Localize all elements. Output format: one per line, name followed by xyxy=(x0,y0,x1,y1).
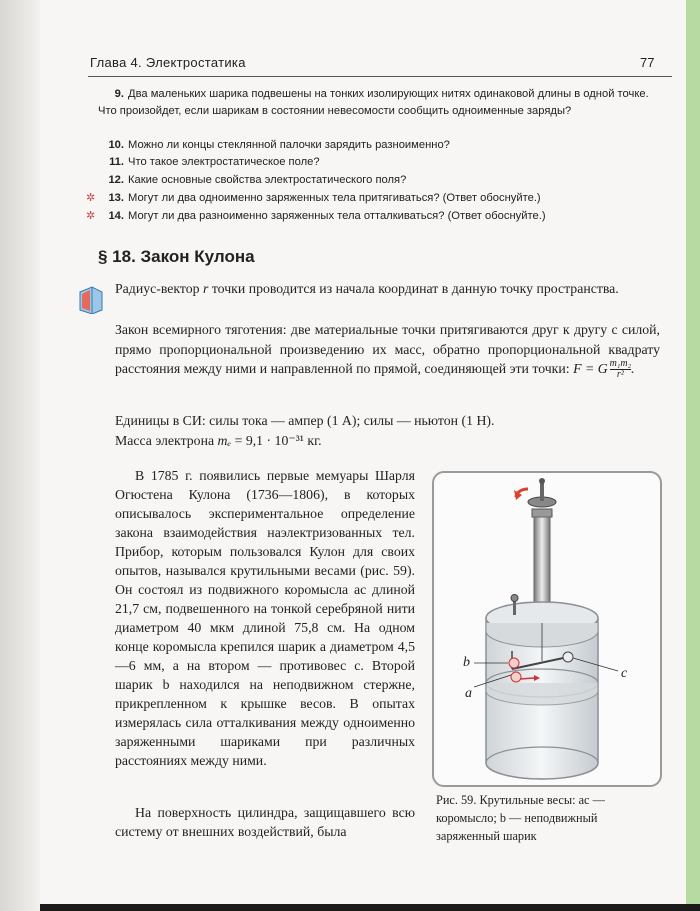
body-paragraph: На поверхность цилиндра, защищавшего всю систему от внешних воздействий, была xyxy=(115,805,415,839)
question-item xyxy=(98,137,658,154)
body-paragraph: В 1785 г. появились первые мемуары Шарля Огюстена Кулона (1736—1806), в которых описывалось экспериментальное определение закона взаимодействия наэлектризованных тел. Прибор, которым пользовался Кулон для своих опытов, назывался крутильными весами (рис. 59). Он состоял из подвижного коромысла ac длиной 21,7 см, подвешенного на тонкой серебряной нити диаметром 40 мкм длиной 75,8 см. На одном конце коромысла крепился шарик a диаметром 4,5—6 мм, а на втором — противовес c. Второй шарик b находился на неподвижном стержне, прикрепленном к крышке весов. В опытах измерялась сила отталкивания между одноименно заряженными шариками при различных расстояниях между ними. xyxy=(115,468,415,768)
formula-lhs: F = G xyxy=(573,361,608,376)
figure-label-b: b xyxy=(463,655,470,670)
question-text: Могут ли два разноименно заряженных тела отталкиваться? (Ответ обоснуйте.) xyxy=(128,210,546,222)
page-number: 77 xyxy=(640,55,655,70)
question-item xyxy=(98,86,658,119)
question-number: 12. xyxy=(108,174,124,186)
figure-caption: Рис. 59. Крутильные весы: ac — коромысло; b — неподвижный заряженный шарик xyxy=(436,793,605,843)
recall-text: Масса электрона xyxy=(115,433,218,448)
torsion-balance-figure xyxy=(432,471,662,787)
header-rule xyxy=(88,76,672,77)
recall-text: Радиус-вектор xyxy=(115,281,203,296)
recall-paragraph xyxy=(115,320,660,380)
question-item xyxy=(86,208,658,225)
figure-label-a: a xyxy=(465,686,472,701)
recall-paragraph xyxy=(115,279,660,299)
question-text: Что такое электростатическое поле? xyxy=(128,156,320,168)
difficulty-star-icon: ✲ xyxy=(86,210,96,222)
formula-denominator: r² xyxy=(616,369,624,381)
recall-text: точки проводится из начала координат в данную точку пространства. xyxy=(208,281,619,296)
gravity-formula: F = G $\frac{\text{m₁m₂}}{\text{r²}}$ . xyxy=(573,358,635,381)
torsion-balance-illustration xyxy=(434,473,660,785)
question-text: Какие основные свойства электростатического поля? xyxy=(128,174,407,186)
recall-book-icon xyxy=(78,284,104,314)
question-item xyxy=(86,190,658,207)
question-number: 13. xyxy=(108,192,124,204)
difficulty-star-icon: ✲ xyxy=(86,192,96,204)
formula-numerator: m₁m₂ xyxy=(609,358,632,370)
question-number: 11. xyxy=(109,156,124,168)
recall-paragraph xyxy=(115,431,660,451)
question-number: 10. xyxy=(108,139,124,151)
question-number: 9. xyxy=(114,88,124,100)
page-bottom-edge xyxy=(40,904,700,911)
radius-vector-symbol: r xyxy=(203,281,209,296)
question-item xyxy=(98,172,658,189)
electron-mass-symbol: mₑ xyxy=(217,433,232,448)
book-spine-shadow xyxy=(0,0,44,911)
running-head: Глава 4. Электростатика xyxy=(90,55,246,70)
figure-label-c: c xyxy=(621,666,628,681)
question-number: 14. xyxy=(108,210,124,222)
page-edge-stripe xyxy=(686,0,700,911)
question-text: Два маленьких шарика подвешены на тонких изолирующих нитях одинаковой длины в одной точке. Что произойдет, если шарикам в состоянии невесомости сообщить одноименные заряды? xyxy=(98,88,649,117)
section-title: § 18. Закон Кулона xyxy=(98,247,255,266)
recall-text: Закон всемирного тяготения: две материальные точки притягиваются друг к другу с силой, прямо пропорциональной произведению их масс, обратно пропорциональной квадрату расстояния между ними и направленной по прямой, соединяющей эти точки: xyxy=(115,322,660,376)
recall-paragraph: Единицы в СИ: силы тока — ампер (1 А); силы — ньютон (1 Н). xyxy=(115,413,495,428)
recall-text: = 9,1 · 10⁻³¹ кг. xyxy=(231,433,322,448)
question-text: Можно ли концы стеклянной палочки зарядить разноименно? xyxy=(128,139,450,151)
question-item xyxy=(98,154,658,171)
question-text: Могут ли два одноименно заряженных тела притягиваться? (Ответ обоснуйте.) xyxy=(128,192,541,204)
